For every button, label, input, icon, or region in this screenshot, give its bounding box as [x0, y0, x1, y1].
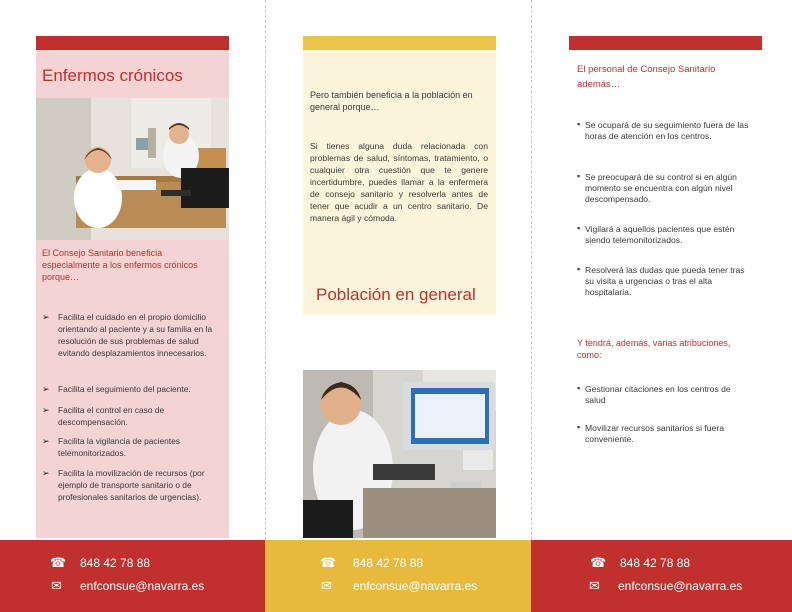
col3-top-bar: [569, 36, 762, 50]
col1-top-bar: [36, 36, 229, 50]
bullet-icon: ▪: [577, 383, 581, 393]
list-item: ▪ Vigilará a aquellos pacientes que estén siendo telemonitorizados.: [577, 223, 735, 245]
col2-top-bar: [303, 36, 496, 50]
col2-body: Si tienes alguna duda relacionada con problemas de salud, síntomas, tratamiento, o cualquier otra cuestión que te genere incertidumbre, puedes llamar a la enfermera de consejo sanitario y resolverla antes de tener que acudir a un centro sanitario. De manera ágil y cómoda.: [310, 141, 488, 223]
footer-email: enfconsue@navarra.es: [80, 579, 205, 593]
doctor-patient-photo: [36, 98, 229, 240]
col3-subtitle: Y tendrá, además, varias atribuciones, como:: [577, 338, 731, 360]
bullet-icon: ▪: [577, 223, 581, 233]
list-item: ▪ Gestionar citaciones en los centros de salud: [577, 383, 731, 405]
col2-title: Población en general: [316, 285, 476, 304]
bullet-icon: ▪: [577, 171, 581, 181]
telephone-icon: ☎: [590, 555, 607, 570]
col3-title: El personal de Consejo Sanitario además…: [577, 64, 716, 90]
list-item: ▪ Se preocupará de su control si en algún momento se encuentra con algún nivel descompensado.: [577, 171, 737, 204]
arrow-right-icon: ➢: [42, 312, 50, 322]
col2-lead: Pero también beneficia a la población en general porque…: [310, 90, 473, 112]
footer-middle: [265, 540, 531, 612]
list-item: ➢ Facilita la vigilancia de pacientes telemonitorizados.: [42, 436, 180, 458]
arrow-right-icon: ➢: [42, 405, 50, 415]
telephone-icon: ☎: [320, 555, 337, 570]
footer-phone: 848 42 78 88: [620, 556, 691, 570]
list-item: ▪ Movilizar recursos sanitarios si fuera conveniente.: [577, 422, 724, 444]
footer-email: enfconsue@navarra.es: [618, 579, 743, 593]
list-item: ➢ Facilita el cuidado en el propio domicilio orientando al paciente y a su familia en la resolución de sus problemas de salud evitando desplazamientos innecesarios.: [42, 312, 213, 358]
fold-line-right: [531, 0, 532, 540]
list-item: ➢ Facilita el control en caso de descompensación.: [42, 405, 165, 427]
fold-line-left: [265, 0, 266, 540]
envelope-icon: ✉: [589, 578, 600, 593]
footer-phone: 848 42 78 88: [80, 556, 151, 570]
envelope-icon: ✉: [51, 578, 62, 593]
nurse-computer-photo: [303, 370, 496, 538]
bullet-icon: ▪: [577, 422, 581, 432]
telephone-icon: ☎: [50, 555, 67, 570]
list-item: ➢ Facilita la movilización de recursos (por ejemplo de transporte sanitario o de profesionales sanitarios de urgencias).: [42, 468, 205, 502]
footer-phone: 848 42 78 88: [353, 556, 424, 570]
list-item: ▪ Resolverá las dudas que pueda tener tras su visita a urgencias o tras el alta hospitalaria.: [577, 264, 745, 297]
envelope-icon: ✉: [321, 578, 332, 593]
bullet-icon: ▪: [577, 264, 581, 274]
arrow-right-icon: ➢: [42, 384, 50, 394]
arrow-right-icon: ➢: [42, 436, 50, 446]
list-item: ▪ Se ocupará de su seguimiento fuera de las horas de atención en los centros.: [577, 119, 749, 141]
arrow-right-icon: ➢: [42, 468, 50, 478]
list-item: ➢ Facilita el seguimiento del paciente.: [42, 384, 191, 394]
col1-lead: El Consejo Sanitario beneficia especialmente a los enfermos crónicos porque…: [42, 248, 198, 282]
col1-title: Enfermos crónicos: [42, 66, 183, 85]
footer-left: [0, 540, 265, 612]
bullet-icon: ▪: [577, 119, 581, 129]
footer-email: enfconsue@navarra.es: [353, 579, 478, 593]
footer-right: [531, 540, 792, 612]
